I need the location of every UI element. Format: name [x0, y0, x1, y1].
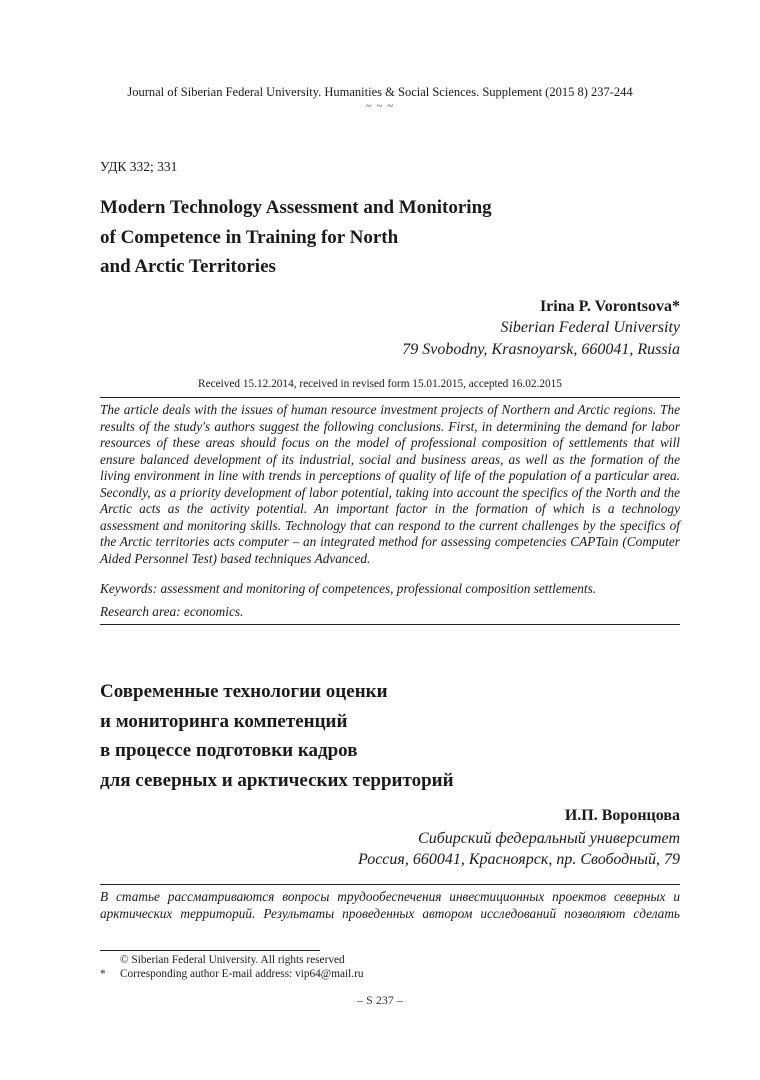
abstract-ru	[100, 888, 680, 922]
author-name-en: Irina P. Vorontsova*	[539, 298, 680, 315]
journal-header: Journal of Siberian Federal University. Humanities & Social Sciences. Supplement (2015 8) 237-244	[127, 85, 633, 99]
affiliation-address-en: 79 Svobodny, Krasnoyarsk, 660041, Russia	[402, 341, 680, 358]
abstract-bottom-rule	[100, 624, 680, 625]
footnote-rule	[100, 950, 320, 951]
article-title-ru	[100, 677, 680, 795]
footnote-corresponding-author	[100, 967, 364, 981]
page-number: – S 237 –	[357, 993, 403, 1007]
title-en-line: Modern Technology Assessment and Monitoring	[100, 197, 492, 218]
footnote-text: Corresponding author E-mail address: vip64@mail.ru	[120, 968, 364, 980]
received-dates: Received 15.12.2014, received in revised form 15.01.2015, accepted 16.02.2015	[198, 378, 562, 390]
footnote-text: © Siberian Federal University. All rights reserved	[120, 954, 345, 966]
title-ru-line: Современные технологии оценки	[100, 681, 388, 702]
abstract-top-rule	[100, 397, 680, 398]
abstract-ru-line: арктических территорий. Результаты проведенных автором исследований позволяют сделать	[100, 906, 680, 921]
abstract-en: The article deals with the issues of human resource investment projects of Northern and Arctic regions. The results of the study's authors suggest the following conclusions. First, in determining the demand for labor resources of these areas should focus on the model of professional composition of settlements that will ensure balanced development of its industrial, social and business areas, as well as the formation of the living environment in line with trends in perceptions of quality of life of the population of a particular area. Secondly, as a priority development of labor potential, taking into account the specifics of the North and the Arctic acts as the activity potential. An important factor in the formation of which is a technology assessment and monitoring skills. Technology that can respond to the current challenges by the specifics of the Arctic territories acts computer – an integrated method for assessing competencies CAPTain (Computer Aided Personnel Test) based techniques Advanced.	[100, 402, 680, 566]
udk-code: УДК 332; 331	[100, 159, 178, 174]
abstract-ru-top-rule	[100, 884, 680, 885]
author-name-ru: И.П. Воронцова	[564, 807, 680, 824]
affiliation-address-ru: Россия, 660041, Красноярск, пр. Свободный, 79	[358, 851, 680, 868]
abstract-ru-line: В статье рассматриваются вопросы трудообеспечения инвестиционных проектов северных и	[100, 889, 680, 904]
article-title-en	[100, 193, 660, 282]
affiliation-university-en: Siberian Federal University	[500, 319, 680, 336]
title-en-line: of Competence in Training for North	[100, 226, 399, 248]
research-area: Research area: economics.	[100, 604, 244, 619]
title-ru-line: и мониторинга компетенций	[100, 710, 348, 732]
footnote-mark: *	[100, 968, 106, 980]
keywords: Keywords: assessment and monitoring of competences, professional composition settlements.	[100, 581, 597, 596]
title-ru-line: в процессе подготовки кадров	[100, 740, 358, 761]
affiliation-university-ru: Сибирский федеральный университет	[418, 830, 680, 847]
title-ru-line: для северных и арктических территорий	[100, 769, 454, 791]
footnote-copyright	[100, 953, 345, 967]
title-en-line: and Arctic Territories	[100, 256, 276, 277]
header-separator: ~ ~ ~	[365, 100, 395, 112]
